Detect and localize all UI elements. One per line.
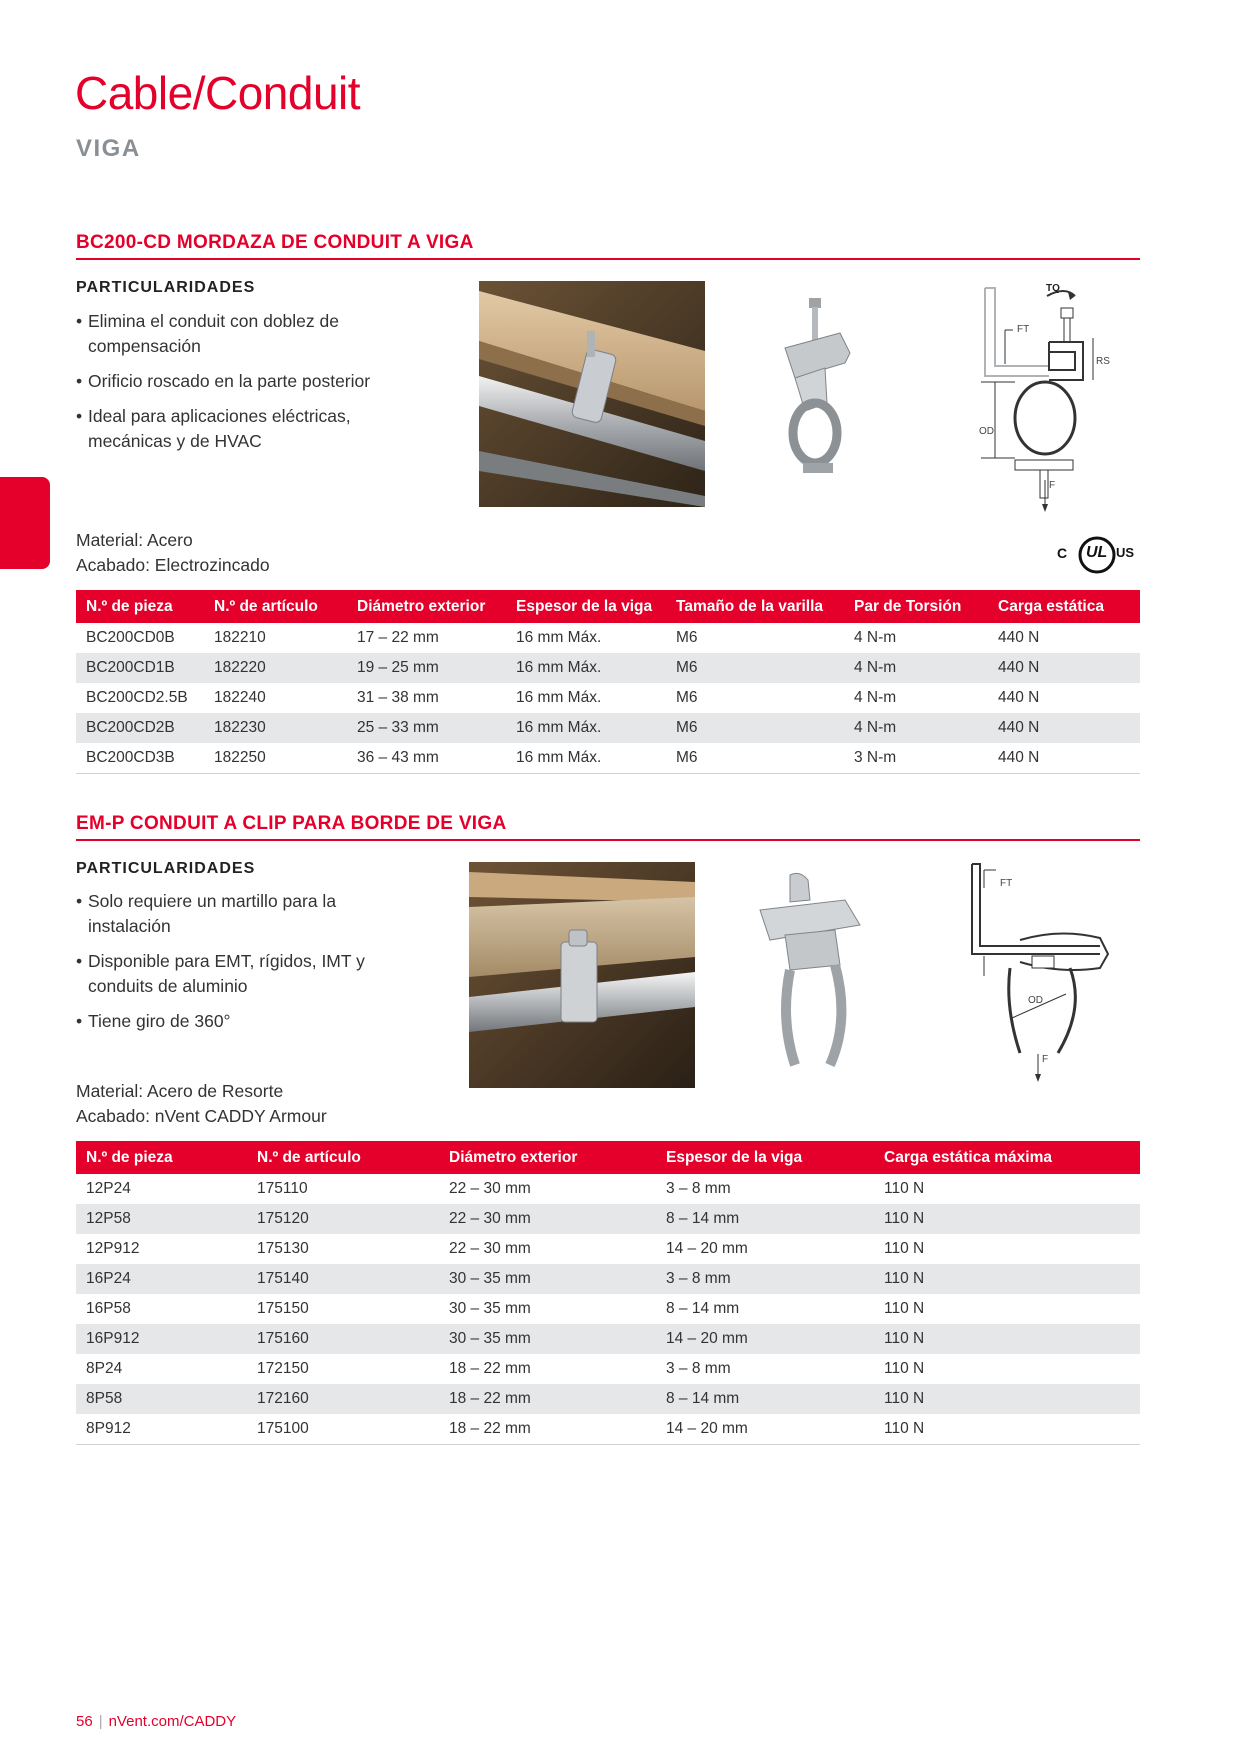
culus-certification-logo: [1057, 535, 1137, 575]
table-row: [76, 1234, 1140, 1264]
table-cell: M6: [666, 653, 844, 683]
section2-finish: Acabado: nVent CADDY Armour: [76, 1106, 327, 1126]
diagram-label-ft: FT: [1000, 878, 1013, 889]
diagram-label-od: OD: [979, 426, 994, 437]
table-cell: 14 – 20 mm: [666, 1240, 748, 1257]
dimension-diagram-bc200: [975, 280, 1115, 512]
table-cell: 3 – 8 mm: [666, 1360, 731, 1377]
section1-material: Material: Acero: [76, 530, 193, 550]
section2-features-list: [76, 889, 416, 1044]
table-cell: 16 mm Máx.: [516, 689, 602, 706]
table-cell: 19 – 25 mm: [347, 653, 506, 683]
col-header: N.º de pieza: [76, 1141, 247, 1174]
table-cell: 8P912: [76, 1414, 247, 1445]
table-cell: 30 – 35 mm: [449, 1300, 531, 1317]
table-cell: 3 – 8 mm: [666, 1180, 731, 1197]
table-cell: 4 N-m: [854, 689, 897, 706]
table-cell: 14 – 20 mm: [656, 1324, 874, 1354]
table-cell: 22 – 30 mm: [439, 1204, 656, 1234]
table-cell: 8 – 14 mm: [666, 1300, 740, 1317]
col-header: Espesor de la viga: [656, 1141, 874, 1174]
table-cell: 172150: [257, 1360, 309, 1377]
table-cell: 175150: [257, 1300, 309, 1317]
col-header: Diámetro exterior: [347, 590, 506, 623]
table-cell: 25 – 33 mm: [347, 713, 506, 743]
section2-spec-table: [76, 1141, 1140, 1445]
table-cell: 175100: [247, 1414, 439, 1445]
diagram-label-tq: TQ: [1046, 283, 1060, 294]
table-cell: 16 mm Máx.: [506, 653, 666, 683]
section2-features-heading: PARTICULARIDADES: [76, 860, 256, 877]
table-cell: 16 mm Máx.: [506, 743, 666, 774]
table-cell: 18 – 22 mm: [449, 1360, 531, 1377]
culus-ul: UL: [1086, 544, 1108, 561]
table-cell: 175110: [257, 1180, 308, 1197]
section1-finish: Acabado: Electrozincado: [76, 555, 270, 575]
table-cell: 110 N: [874, 1414, 1140, 1445]
table-cell: 110 N: [874, 1324, 1140, 1354]
table-cell: 4 N-m: [854, 629, 897, 646]
section1-rule: [76, 258, 1140, 260]
table-cell: 182210: [214, 629, 266, 646]
page-subtitle: VIGA: [76, 135, 141, 162]
table-cell: 182250: [204, 743, 347, 774]
col-header: N.º de artículo: [247, 1141, 439, 1174]
table-cell: 18 – 22 mm: [439, 1414, 656, 1445]
table-cell: 22 – 30 mm: [449, 1180, 531, 1197]
table-cell: M6: [676, 629, 698, 646]
table-cell: 175130: [257, 1240, 309, 1257]
footer-link[interactable]: nVent.com/CADDY: [108, 1713, 237, 1730]
table-cell: 182240: [214, 689, 266, 706]
table-cell: 110 N: [884, 1180, 925, 1197]
section2-material: Material: Acero de Resorte: [76, 1081, 284, 1101]
table-header-row: [76, 590, 1140, 623]
footer-separator: |: [98, 1713, 103, 1730]
table-cell: 18 – 22 mm: [439, 1384, 656, 1414]
col-header: Par de Torsión: [844, 590, 988, 623]
page-number: 56: [76, 1713, 93, 1730]
table-cell: BC200CD2B: [76, 713, 204, 743]
table-cell: 175120: [247, 1204, 439, 1234]
table-cell: 3 N-m: [844, 743, 988, 774]
section1-title: BC200-CD MORDAZA DE CONDUIT A VIGA: [76, 232, 474, 253]
product-photo-installed-bc200: [479, 281, 705, 507]
table-cell: 440 N: [998, 629, 1040, 646]
table-cell: 182220: [204, 653, 347, 683]
table-cell: 30 – 35 mm: [439, 1324, 656, 1354]
table-cell: 8 – 14 mm: [656, 1204, 874, 1234]
table-cell: 16P912: [76, 1324, 247, 1354]
section2-title: EM-P CONDUIT A CLIP PARA BORDE DE VIGA: [76, 813, 507, 834]
table-cell: 22 – 30 mm: [449, 1240, 531, 1257]
table-cell: 110 N: [874, 1384, 1140, 1414]
table-cell: 16P24: [76, 1264, 247, 1294]
diagram-label-f: F: [1049, 480, 1056, 491]
table-cell: 182230: [204, 713, 347, 743]
feature-item: • Ideal para aplicaciones eléctricas, mecánicas y de HVAC: [76, 404, 416, 454]
table-cell: 16 mm Máx.: [506, 713, 666, 743]
table-cell: 8P24: [86, 1360, 123, 1377]
table-row: [76, 683, 1140, 713]
table-row: [76, 1384, 1140, 1414]
table-row: [76, 623, 1140, 653]
table-cell: 110 N: [884, 1360, 925, 1377]
table-cell: BC200CD1B: [76, 653, 204, 683]
table-cell: 12P24: [86, 1180, 131, 1197]
table-cell: 110 N: [874, 1204, 1140, 1234]
table-cell: 17 – 22 mm: [357, 629, 439, 646]
table-cell: BC200CD0B: [86, 629, 175, 646]
feature-item: • Tiene giro de 360°: [76, 1009, 416, 1034]
table-cell: 3 – 8 mm: [656, 1264, 874, 1294]
table-cell: 16 mm Máx.: [516, 629, 602, 646]
diagram-label-rs: RS: [1096, 356, 1110, 367]
table-cell: 110 N: [874, 1264, 1140, 1294]
col-header: Carga estática máxima: [874, 1141, 1140, 1174]
col-header: Diámetro exterior: [439, 1141, 656, 1174]
table-cell: BC200CD2.5B: [86, 689, 188, 706]
page-footer: [76, 1713, 236, 1730]
table-row: [76, 1294, 1140, 1324]
table-cell: 440 N: [998, 689, 1040, 706]
table-row: [76, 1204, 1140, 1234]
culus-c: C: [1057, 545, 1068, 561]
table-cell: 16P58: [86, 1300, 131, 1317]
section1-features-heading: PARTICULARIDADES: [76, 279, 256, 296]
table-cell: 440 N: [988, 713, 1140, 743]
table-cell: 12P912: [86, 1240, 140, 1257]
table-cell: 175160: [247, 1324, 439, 1354]
table-row: [76, 1324, 1140, 1354]
table-cell: 110 N: [884, 1240, 925, 1257]
side-tab-marker: [0, 477, 50, 569]
table-cell: 440 N: [988, 743, 1140, 774]
table-row: [76, 1354, 1140, 1384]
table-row: [76, 1174, 1140, 1204]
table-cell: 8 – 14 mm: [656, 1384, 874, 1414]
table-cell: 110 N: [884, 1300, 925, 1317]
section2-rule: [76, 839, 1140, 841]
table-row: [76, 713, 1140, 743]
diagram-label-od: OD: [1028, 995, 1043, 1006]
table-cell: 12P58: [76, 1204, 247, 1234]
col-header: N.º de artículo: [204, 590, 347, 623]
table-row: [76, 1414, 1140, 1445]
table-cell: M6: [666, 743, 844, 774]
table-cell: 175140: [247, 1264, 439, 1294]
product-photo-installed-emp: [469, 862, 695, 1088]
col-header: Espesor de la viga: [506, 590, 666, 623]
table-cell: M6: [676, 689, 698, 706]
table-header-row: [76, 1141, 1140, 1174]
col-header: N.º de pieza: [76, 590, 204, 623]
table-row: [76, 653, 1140, 683]
table-cell: 440 N: [988, 653, 1140, 683]
table-cell: 4 N-m: [844, 653, 988, 683]
dimension-diagram-emp: [960, 858, 1120, 1083]
feature-item: • Disponible para EMT, rígidos, IMT y conduits de aluminio: [76, 949, 416, 999]
product-photo-emp-clip: [750, 870, 870, 1085]
table-cell: 4 N-m: [844, 713, 988, 743]
table-cell: 30 – 35 mm: [439, 1264, 656, 1294]
table-cell: 8P58: [76, 1384, 247, 1414]
diagram-label-ft: FT: [1017, 324, 1030, 335]
table-row: [76, 1264, 1140, 1294]
table-cell: 36 – 43 mm: [347, 743, 506, 774]
product-photo-bc200-clamp: [765, 293, 865, 493]
table-cell: BC200CD3B: [76, 743, 204, 774]
table-cell: 14 – 20 mm: [656, 1414, 874, 1445]
col-header: Carga estática: [988, 590, 1140, 623]
feature-item: • Orificio roscado en la parte posterior: [76, 369, 416, 394]
table-cell: 31 – 38 mm: [357, 689, 439, 706]
table-cell: M6: [666, 713, 844, 743]
section1-features-list: [76, 309, 416, 464]
col-header: Tamaño de la varilla: [666, 590, 844, 623]
culus-us: US: [1116, 545, 1135, 560]
section1-spec-table: [76, 590, 1140, 774]
feature-item: • Solo requiere un martillo para la instalación: [76, 889, 416, 939]
table-row: [76, 743, 1140, 774]
page-title: Cable/Conduit: [75, 67, 361, 119]
feature-item: • Elimina el conduit con doblez de compensación: [76, 309, 416, 359]
table-cell: 172160: [247, 1384, 439, 1414]
diagram-label-f: F: [1042, 1054, 1049, 1065]
